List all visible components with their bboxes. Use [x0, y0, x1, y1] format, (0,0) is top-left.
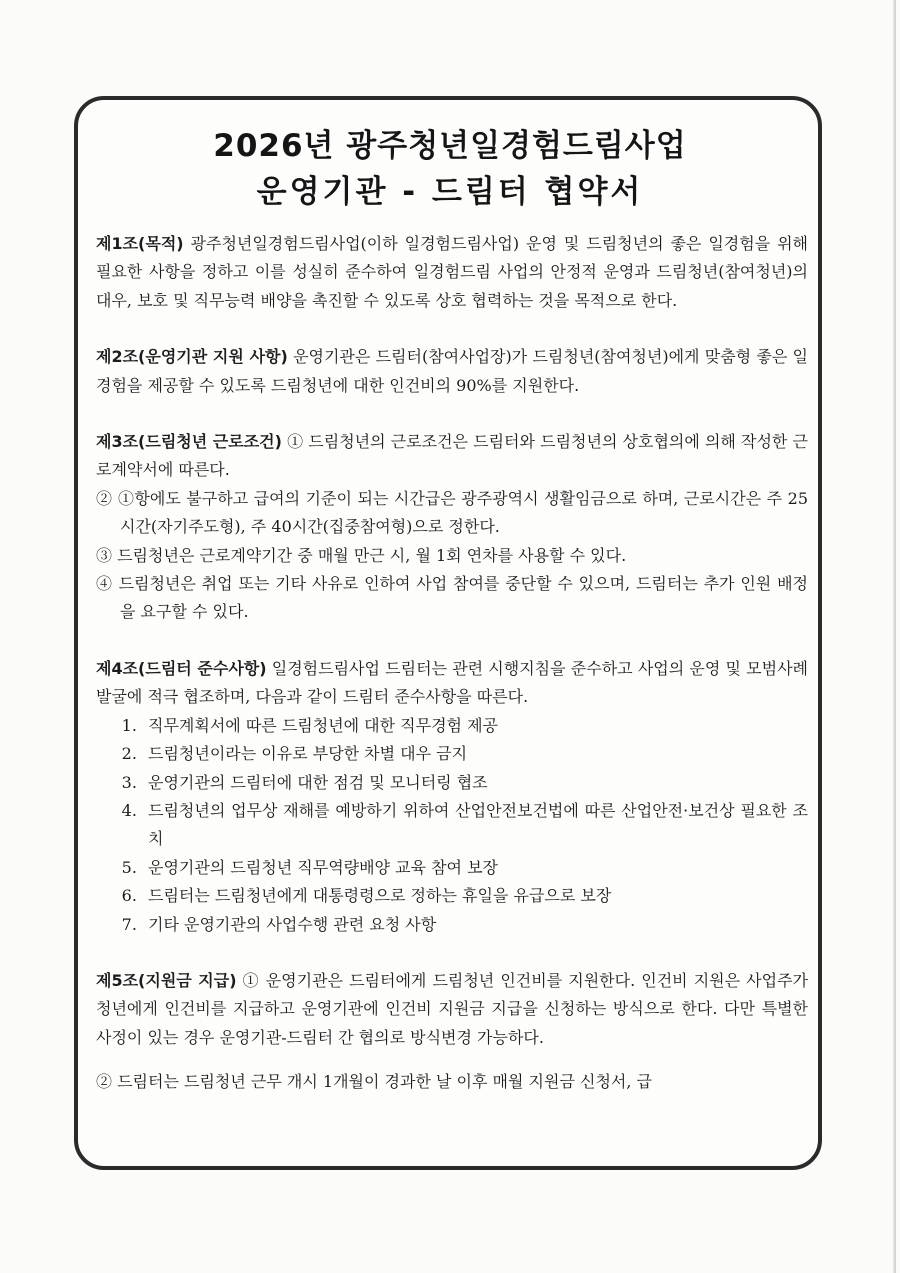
article-heading: 제1조(목적): [96, 234, 184, 253]
document-subtitle: 운영기관 - 드림터 협약서: [256, 174, 644, 210]
article-4: [96, 655, 808, 939]
clause-item: ④ 드림청년은 취업 또는 기타 사유로 인하여 사업 참여를 중단할 수 있으며, 드림터는 추가 인원 배정을 요구할 수 있다.: [96, 574, 808, 622]
article-text: 광주청년일경험드림사업(이하 일경험드림사업) 운영 및 드림청년의 좋은 일경험을 위해 필요한 사항을 정하고 이를 성실히 준수하여 일경험드림 사업의 안정적 운영과 드림청년(참여청년)의 대우, 보호 및 직무능력 배양을 촉진할 수 있도록 상호 협력하는 것을 목적으로 한다.: [96, 234, 808, 310]
article-5: [96, 967, 808, 1097]
article-text: 운영기관은 드림터(참여사업장)가 드림청년(참여청년)에게 맞춤형 좋은 일경험을 제공할 수 있도록 드림청년에 대한 인건비의 90%를 지원한다.: [96, 347, 808, 395]
article-text: ① 운영기관은 드림터에게 드림청년 인건비를 지원한다. 인건비 지원은 사업주가 청년에게 인건비를 지급하고 운영기관에 인건비 지원금 지급을 신청하는 방식으로 한다. 다만 특별한 사정이 있는 경우 운영기관-드림터 간 협의로 방식변경 가능하다.: [96, 970, 808, 1047]
list-item: 2. 드림청년이라는 이유로 부당한 차별 대우 금지: [142, 740, 808, 768]
article-1: [96, 230, 808, 315]
clause-item: ② 드림터는 드림청년 근무 개시 1개월이 경과한 날 이후 매월 지원금 신청서, 급: [96, 1072, 652, 1092]
article-heading: 제3조(드림청년 근로조건): [96, 432, 282, 452]
article-heading: 제2조(운영기관 지원 사항): [96, 347, 288, 367]
list-item: 4. 드림청년의 업무상 재해를 예방하기 위하여 산업안전보건법에 따른 산업안전·보건상 필요한 조치: [142, 797, 808, 854]
list-item: 6. 드림터는 드림청년에게 대통령령으로 정하는 휴일을 유급으로 보장: [142, 882, 808, 910]
document-body: [96, 230, 808, 1113]
article-text: ① 드림청년의 근로조건은 드림터와 드림청년의 상호협의에 의해 작성한 근로계약서에 따른다.: [96, 432, 808, 480]
article-heading: 제5조(지원금 지급): [96, 970, 237, 990]
article-paragraph: [96, 230, 808, 315]
article-paragraph: [96, 967, 808, 1052]
list-item: 1. 직무계획서에 따른 드림청년에 대한 직무경험 제공: [142, 712, 808, 740]
document-title: 2026년 광주청년일경험드림사업: [213, 128, 687, 164]
article-paragraph: [96, 655, 808, 712]
list-item: 3. 운영기관의 드림터에 대한 점검 및 모니터링 협조: [142, 769, 808, 797]
article-text: 일경험드림사업 드림터는 관련 시행지침을 준수하고 사업의 운영 및 모범사례 발굴에 적극 협조하며, 다음과 같이 드림터 준수사항을 따른다.: [96, 658, 808, 707]
clause-item: ② ①항에도 불구하고 급여의 기준이 되는 시간급은 광주광역시 생활임금으로 하며, 근로시간은 주 25시간(자기주도형), 주 40시간(집중참여형)으로 정한다.: [96, 488, 808, 537]
list-item: 5. 운영기관의 드림청년 직무역량배양 교육 참여 보장: [142, 854, 808, 882]
scan-edge: [893, 0, 896, 1273]
article-paragraph: [96, 428, 808, 485]
compliance-list: [96, 712, 808, 939]
article-3: [96, 428, 808, 627]
list-item: 7. 기타 운영기관의 사업수행 관련 요청 사항: [142, 911, 808, 939]
article-2: [96, 343, 808, 400]
article-heading: 제4조(드림터 준수사항): [96, 658, 267, 678]
article-paragraph: [96, 343, 808, 400]
clause-item: ③ 드림청년은 근로계약기간 중 매월 만근 시, 월 1회 연차를 사용할 수 있다.: [96, 545, 627, 565]
